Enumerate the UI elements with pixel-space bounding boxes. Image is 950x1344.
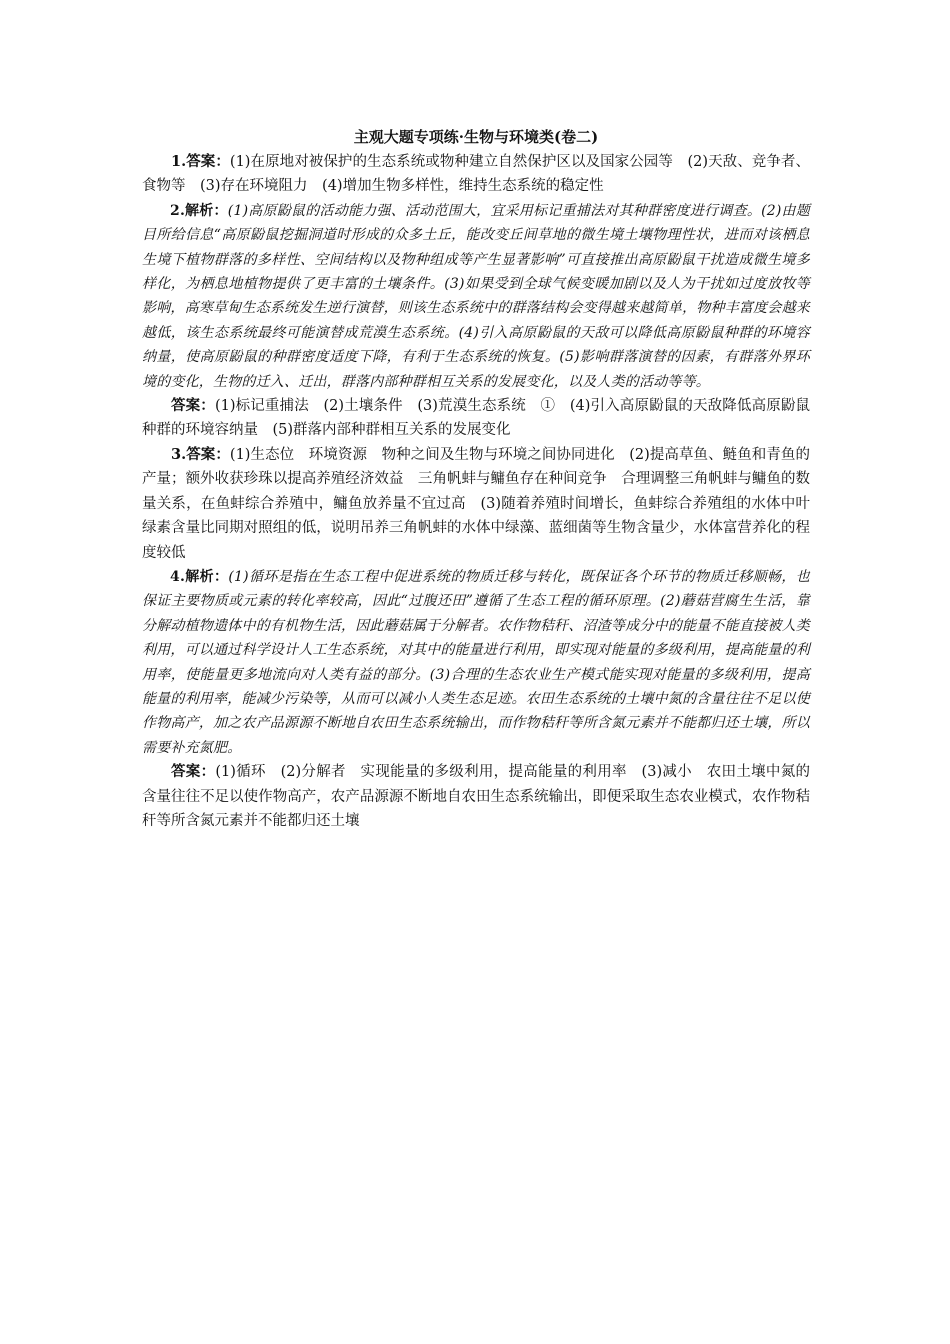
answer-2-label: 答案： [171,397,215,415]
analysis-2-text: (1)高原鼢鼠的活动能力强、活动范围大，宜采用标记重捕法对其种群密度进行调查。(2)由题目所给信息“高原鼢鼠挖掘洞道时形成的众多土丘，能改变丘间草地的微生境土壤物理性状，进而对该栖息生境下植物群落的多样性、空间结构以及物种组成等产生显著影响”可直接推出高原鼢鼠干扰造成微生境多样化，为栖息地植物提供了更丰富的土壤条件。(3)如果受到全球气候变暖加剧以及人为干扰如过度放牧等影响，高寒草甸生态系统发生逆行演替，则该生态系统中的群落结构会变得越来越简单，物种丰富度会越来越低，该生态系统最终可能演替成荒漠生态系统。(4)引入高原鼢鼠的天敌可以降低高原鼢鼠种群的环境容纳量，使高原鼢鼠的种群密度适度下降，有利于生态系统的恢复。(5)影响群落演替的因素，有群落外界环境的变化，生物的迁入、迁出，群落内部种群相互关系的发展变化，以及人类的活动等等。 [142,202,810,390]
answer-3-text: (1)生态位 环境资源 物种之间及生物与环境之间协同进化 (2)提高草鱼、鲢鱼和青鱼的产量；额外收获珍珠以提高养殖经济效益 三角帆蚌与鳙鱼存在种间竞争 合理调整三角帆蚌与鳙鱼的数量关系，在鱼蚌综合养殖中，鳙鱼放养量不宜过高 (3)随着养殖时间增长，鱼蚌综合养殖组的水体中叶绿素含量比同期对照组的低，说明吊养三角帆蚌的水体中绿藻、蓝细菌等生物含量少，水体富营养化的程度较低 [142,446,810,561]
document-title: 主观大题专项练·生物与环境类(卷二) [353,128,599,146]
analysis-4-label: 4.解析： [170,568,229,585]
answer-1-text: (1)在原地对被保护的生态系统或物种建立自然保护区以及国家公园等 (2)天敌、竞争者、食物等 (3)存在环境阻力 (4)增加生物多样性，维持生态系统的稳定性 [142,154,810,195]
answer-4-label: 答案： [171,763,216,781]
answer-3-label: 3.答案： [171,445,230,463]
analysis-2-paragraph [142,199,810,394]
answer-4-paragraph [142,760,810,833]
answer-2-paragraph [142,394,810,443]
answer-1-label: 1.答案： [171,153,230,170]
analysis-2-label: 2.解析： [170,202,228,219]
answer-3-paragraph [142,443,810,565]
answer-2-text: (1)标记重捕法 (2)土壤条件 (3)荒漠生态系统 ① (4)引入高原鼢鼠的天敌降低高原鼢鼠种群的环境容纳量 (5)群落内部种群相互关系的发展变化 [142,398,811,439]
document-page [142,126,810,833]
analysis-4-text: (1)循环是指在生态工程中促进系统的物质迁移与转化，既保证各个环节的物质迁移顺畅，也保证主要物质或元素的转化率较高，因此“过腹还田”遵循了生态工程的循环原理。(2)蘑菇营腐生生活，靠分解动植物遗体中的有机物生活，因此蘑菇属于分解者。农作物秸秆、沼渣等成分中的能量不能直接被人类利用，可以通过科学设计人工生态系统，对其中的能量进行利用，即实现对能量的多级利用，提高能量的利用率，使能量更多地流向对人类有益的部分。(3)合理的生态农业生产模式能实现对能量的多级利用，提高能量的利用率，能减少污染等，从而可以减小人类生态足迹。农田生态系统的土壤中氮的含量往往不足以使作物高产，加之农产品源源不断地自农田生态系统输出，而作物秸秆等所含氮元素并不能都归还土壤，所以需要补充氮肥。 [142,568,810,756]
analysis-4-paragraph [142,565,810,760]
answer-1-paragraph [142,150,810,199]
answer-4-text: (1)循环 (2)分解者 实现能量的多级利用，提高能量的利用率 (3)减小 农田土壤中氮的含量往往不足以使作物高产，农产品源源不断地自农田生态系统输出，即便采取生态农业模式，农作物秸秆等所含氮元素并不能都归还土壤 [142,764,810,829]
